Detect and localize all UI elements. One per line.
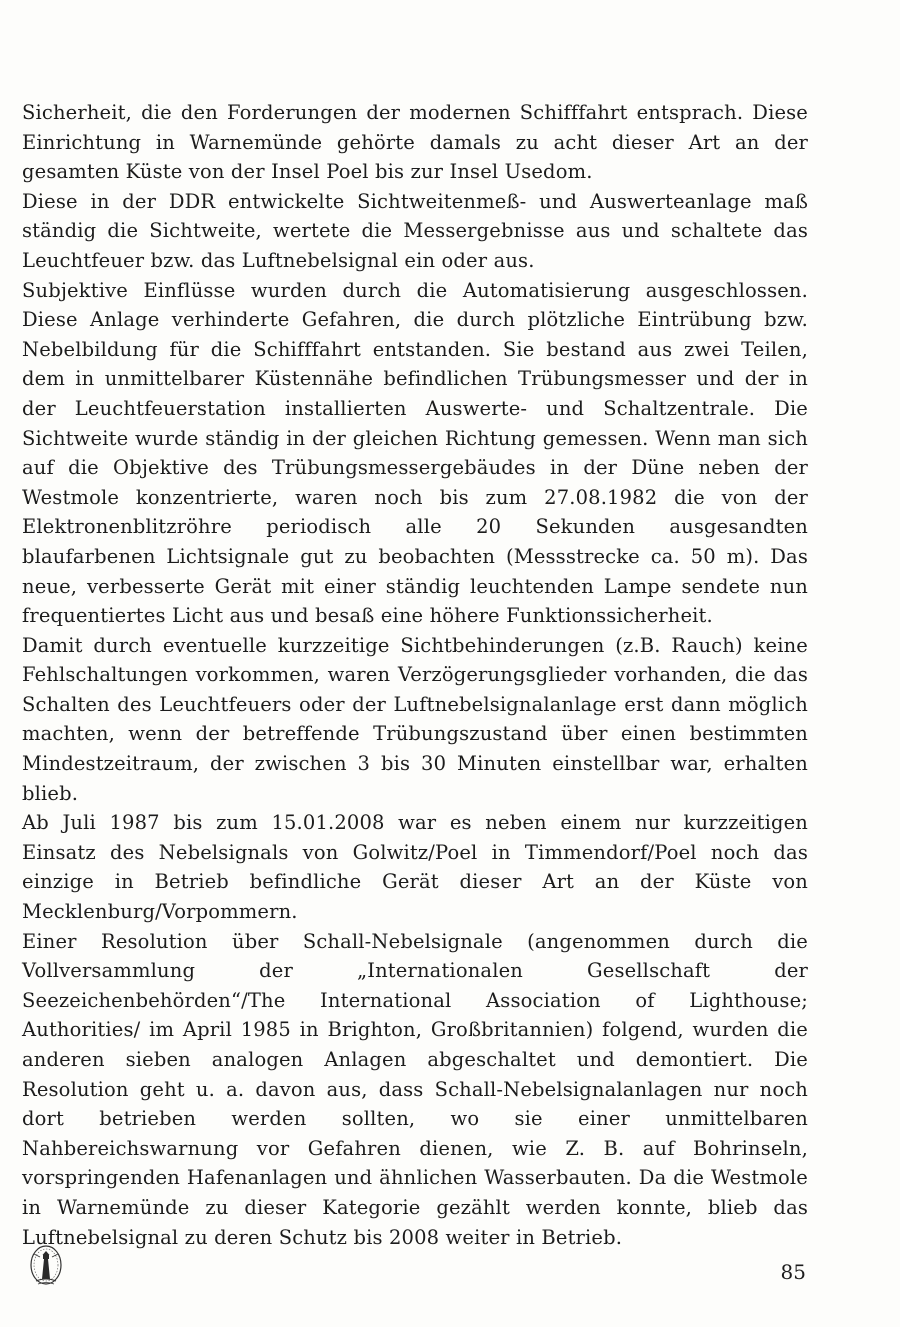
lighthouse-emblem-icon	[26, 1243, 66, 1289]
page-number: 85	[780, 1260, 806, 1284]
paragraph-6: Einer Resolution über Schall-Nebelsignale (angenommen durch die Vollversammlung der „Internationalen Gesellschaft der Seezeichenbehörden“/The International Association of Lighthouse; Authorities/ im April 1985 in Brighton, Großbritannien) folgend, wurden die anderen sieben analogen Anlagen abgeschaltet und demontiert. Die Resolution geht u. a. davon aus, dass Schall-Nebelsignalanlagen nur noch dort betrieben werden sollten, wo sie einer unmittelbaren Nahbereichswarnung vor Gefahren dienen, wie Z. B. auf Bohrinseln, vorspringenden Hafenanlagen und ähnlichen Wasserbauten. Da die Westmole in Warnemünde zu dieser Kategorie gezählt werden konnte, blieb das Luftnebelsignal zu deren Schutz bis 2008 weiter in Betrieb.	[22, 929, 808, 1249]
paragraph-2: Diese in der DDR entwickelte Sichtweitenmeß- und Auswerteanlage maß ständig die Sichtweite, wertete die Messergebnisse aus und schaltete das Leuchtfeuer bzw. das Luftnebelsignal ein oder aus.	[22, 189, 808, 272]
paragraph-1: Sicherheit, die den Forderungen der modernen Schifffahrt entsprach. Diese Einrichtung in Warnemünde gehörte damals zu acht dieser Art an der gesamten Küste von der Insel Poel bis zur Insel Usedom.	[22, 101, 808, 184]
paragraph-5: Ab Juli 1987 bis zum 15.01.2008 war es neben einem nur kurzzeitigen Einsatz des Nebelsignals von Golwitz/Poel in Timmendorf/Poel noch das einzige in Betrieb befindliche Gerät dieser Art an der Küste von Mecklenburg/Vorpommern.	[22, 811, 808, 924]
paragraph-3: Subjektive Einflüsse wurden durch die Automatisierung ausgeschlossen. Diese Anlage verhinderte Gefahren, die durch plötzliche Eintrübung bzw. Nebelbildung für die Schifffahrt entstanden. Sie bestand aus zwei Teilen, dem in unmittelbarer Küstennähe befindlichen Trübungsmesser und der in der Leuchtfeuerstation installierten Auswerte- und Schaltzentrale. Die Sichtweite wurde ständig in der gleichen Richtung gemessen. Wenn man sich auf die Objektive des Trübungsmessergebäudes in der Düne neben der Westmole konzentrierte, waren noch bis zum 27.08.1982 die von der Elektronenblitzröhre periodisch alle 20 Sekunden ausgesandten blaufarbenen Lichtsignale gut zu beobachten (Messstrecke ca. 50 m). Das neue, verbesserte Gerät mit einer ständig leuchtenden Lampe sendete nun frequentiertes Licht aus und besaß eine höhere Funktionssicherheit.	[22, 278, 808, 628]
paragraph-4: Damit durch eventuelle kurzzeitige Sichtbehinderungen (z.B. Rauch) keine Fehlschaltungen vorkommen, waren Verzögerungsglieder vorhanden, die das Schalten des Leuchtfeuers oder der Luftnebelsignalanlage erst dann möglich machten, wenn der betreffende Trübungszustand über einen bestimmten Mindestzeitraum, der zwischen 3 bis 30 Minuten einstellbar war, erhalten blieb.	[22, 633, 808, 805]
body-text	[22, 98, 808, 1252]
